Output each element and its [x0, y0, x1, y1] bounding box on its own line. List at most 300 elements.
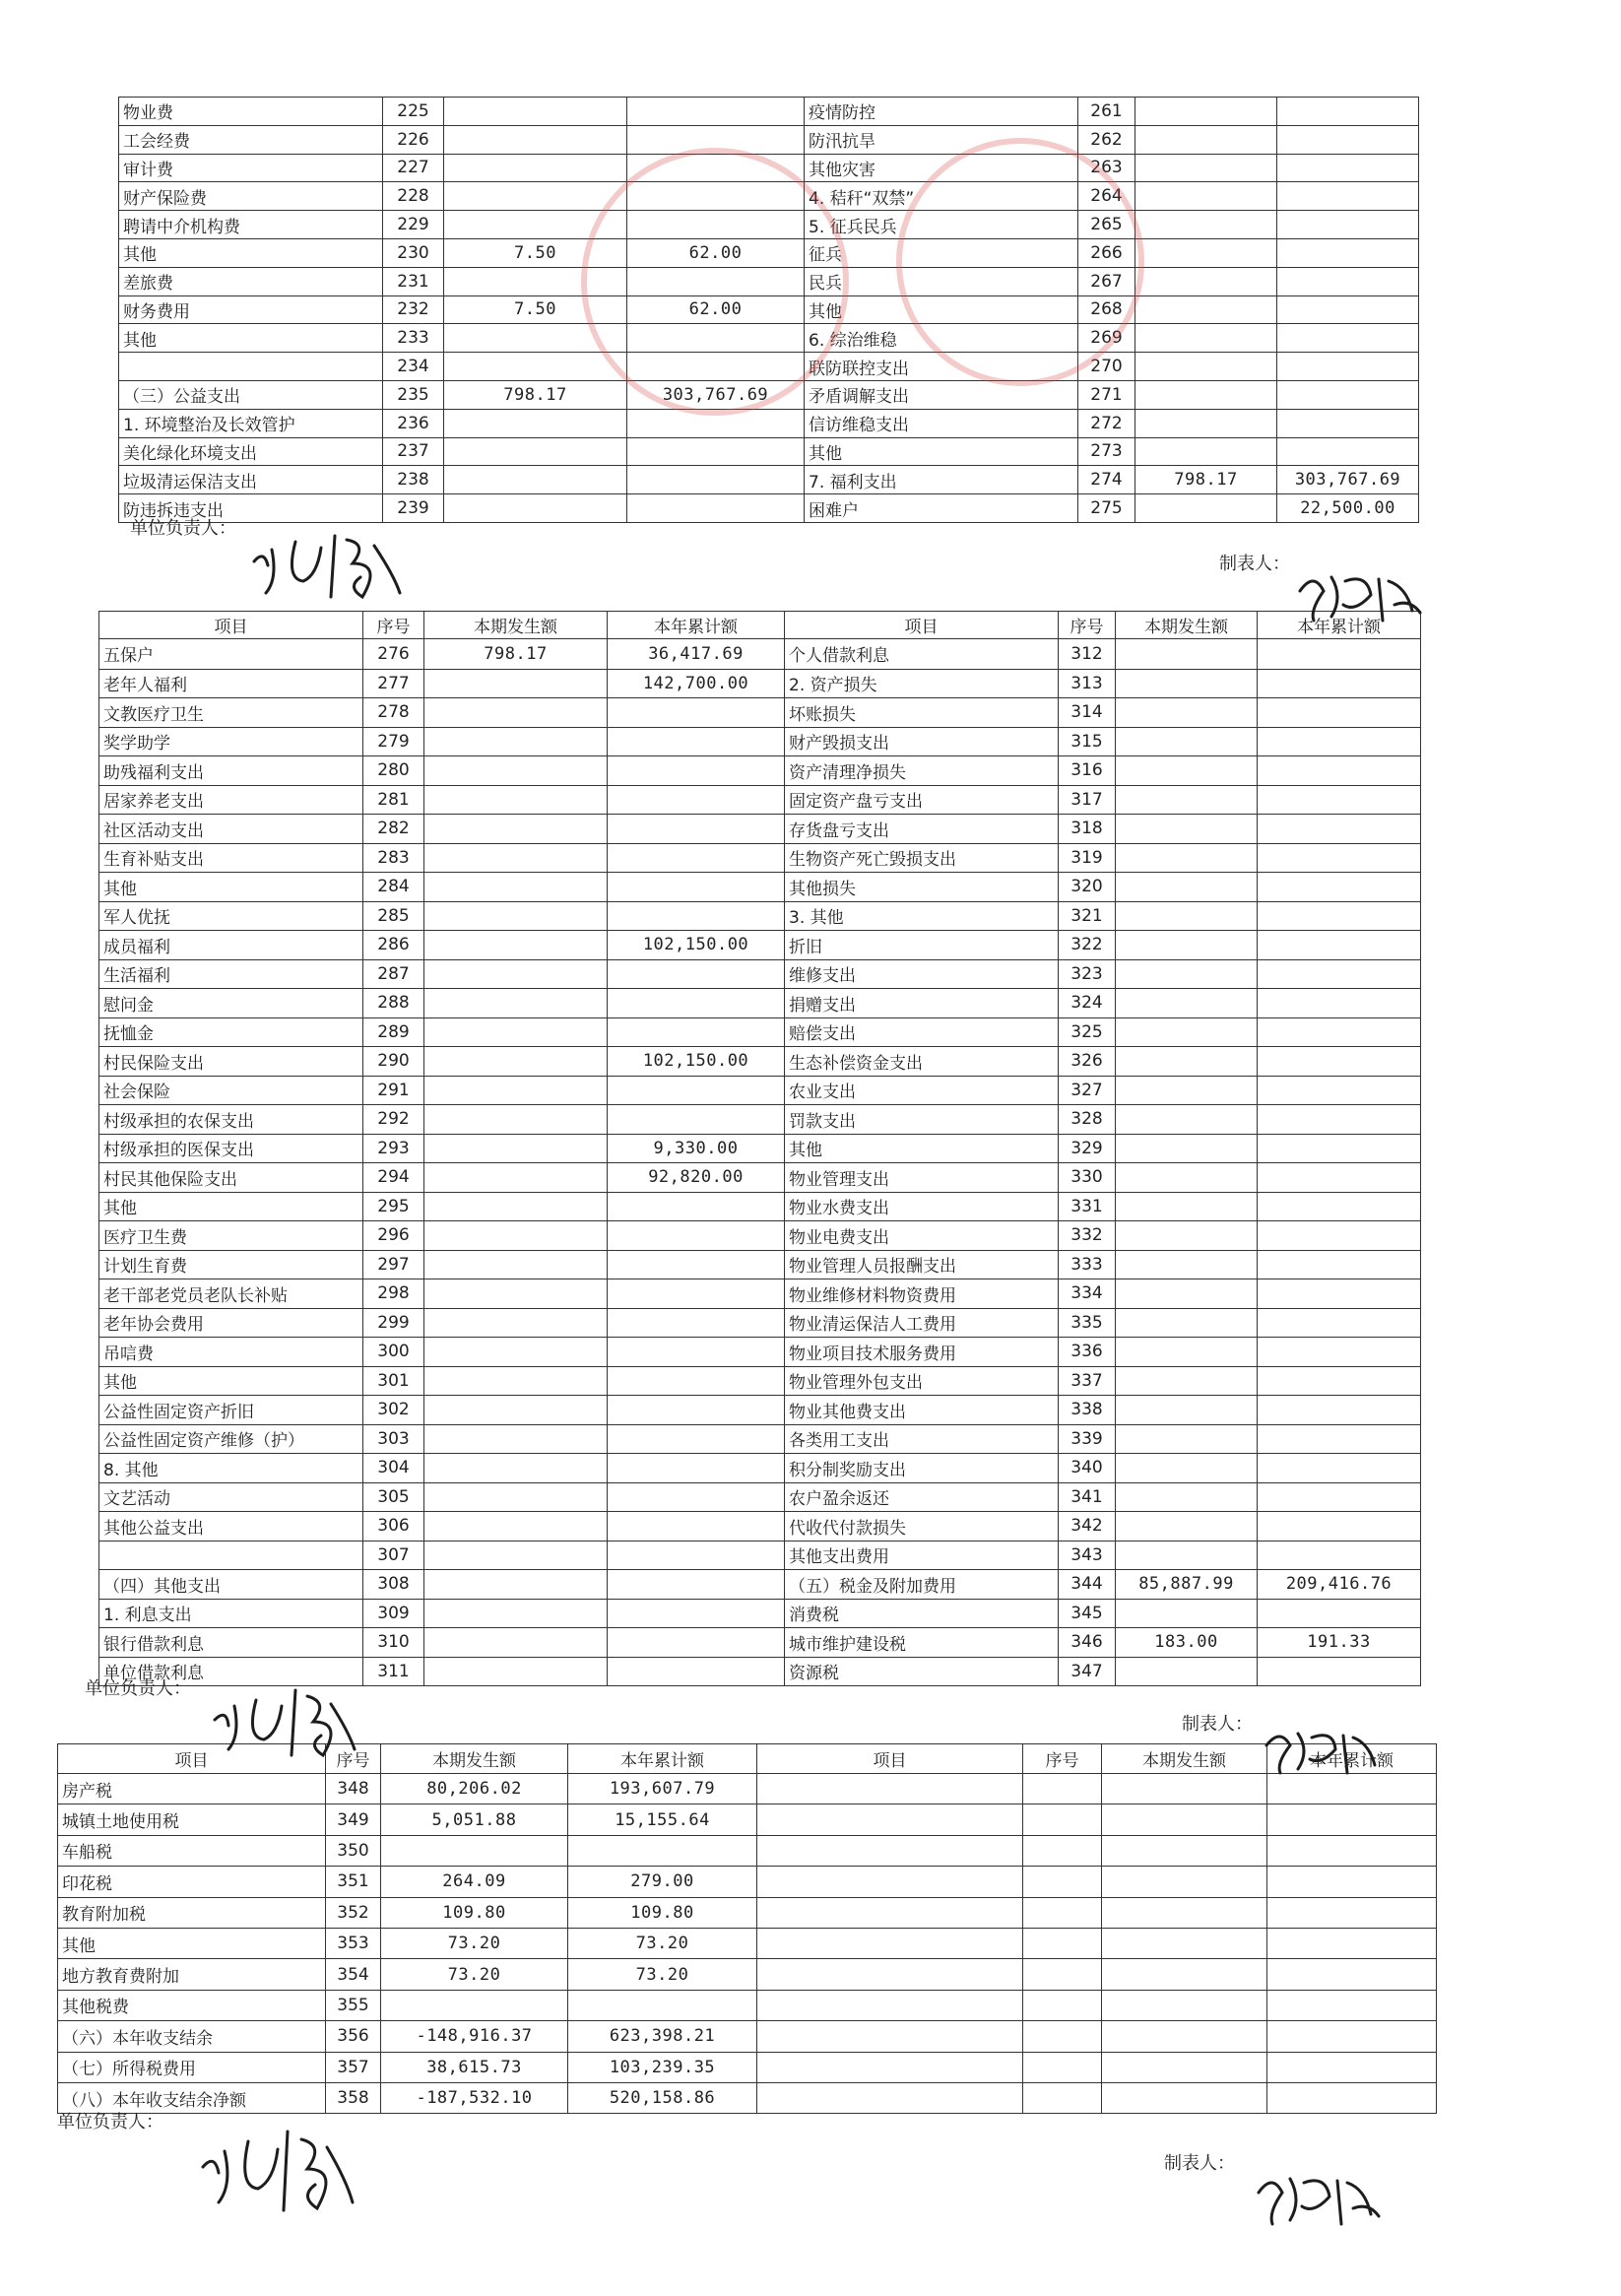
right-empty-cell	[1267, 1835, 1437, 1866]
left-no-cell: 287	[363, 959, 424, 989]
right-empty-cell	[1102, 2082, 1267, 2113]
right-ytd-cell	[1258, 959, 1421, 989]
left-ytd-cell	[608, 989, 785, 1018]
left-item-cell: 奖学助学	[99, 727, 363, 756]
right-ytd-cell	[1277, 353, 1419, 381]
right-empty-cell	[1267, 1867, 1437, 1897]
col-header-current: 本期发生额	[1116, 612, 1258, 639]
left-ytd-cell	[608, 1599, 785, 1628]
right-current-cell	[1116, 1599, 1258, 1628]
right-empty-cell	[1023, 2021, 1102, 2052]
right-ytd-cell	[1277, 98, 1419, 126]
left-no-cell: 234	[383, 353, 444, 381]
table-row	[99, 1192, 1421, 1221]
right-empty-cell	[1023, 1804, 1102, 1835]
right-empty-cell	[1267, 1928, 1437, 1958]
left-current-cell	[424, 727, 608, 756]
left-current-cell: 38,615.73	[381, 2052, 568, 2082]
right-no-cell: 316	[1059, 756, 1116, 786]
right-ytd-cell	[1258, 1541, 1421, 1570]
left-item-cell: 其他	[58, 1928, 326, 1958]
table-row	[99, 959, 1421, 989]
right-item-cell: 生态补偿资金支出	[785, 1047, 1059, 1077]
right-no-cell: 331	[1059, 1192, 1116, 1221]
right-current-cell	[1135, 125, 1277, 154]
right-no-cell: 338	[1059, 1396, 1116, 1425]
left-item-cell: 财产保险费	[119, 182, 383, 211]
right-empty-cell	[1102, 1959, 1267, 1990]
left-no-cell: 294	[363, 1163, 424, 1193]
right-empty-cell	[1023, 2082, 1102, 2113]
right-no-cell: 340	[1059, 1454, 1116, 1483]
right-empty-cell	[757, 1835, 1023, 1866]
right-empty-cell	[1267, 2082, 1437, 2113]
left-no-cell: 283	[363, 843, 424, 873]
right-no-cell: 266	[1078, 238, 1135, 267]
right-ytd-cell	[1258, 1163, 1421, 1193]
left-item-cell: 其他公益支出	[99, 1512, 363, 1542]
right-current-cell	[1116, 1512, 1258, 1542]
right-ytd-cell	[1277, 125, 1419, 154]
right-ytd-cell	[1277, 182, 1419, 211]
right-item-cell: 罚款支出	[785, 1105, 1059, 1135]
left-current-cell	[444, 125, 627, 154]
left-no-cell: 236	[383, 409, 444, 437]
right-current-cell	[1116, 843, 1258, 873]
left-no-cell: 277	[363, 669, 424, 698]
left-item-cell: 其他税费	[58, 1990, 326, 2020]
right-ytd-cell	[1277, 437, 1419, 466]
right-current-cell	[1116, 815, 1258, 844]
col-header-no: 序号	[1059, 612, 1116, 639]
right-no-cell: 314	[1059, 698, 1116, 728]
left-current-cell	[424, 1599, 608, 1628]
left-no-cell: 306	[363, 1512, 424, 1542]
left-ytd-cell	[608, 815, 785, 844]
right-empty-cell	[1102, 1774, 1267, 1804]
col-header-ytd: 本年累计额	[1267, 1744, 1437, 1774]
col-header-current: 本期发生额	[381, 1744, 568, 1774]
right-current-cell	[1116, 989, 1258, 1018]
right-no-cell: 324	[1059, 989, 1116, 1018]
left-current-cell	[424, 1541, 608, 1570]
right-empty-cell	[757, 1959, 1023, 1990]
left-item-cell	[119, 353, 383, 381]
left-item-cell: 抚恤金	[99, 1017, 363, 1047]
left-no-cell: 291	[363, 1076, 424, 1105]
left-ytd-cell: 303,767.69	[627, 380, 805, 409]
left-current-cell	[424, 669, 608, 698]
right-no-cell: 272	[1078, 409, 1135, 437]
table-row	[58, 1990, 1437, 2020]
right-item-cell: 物业水费支出	[785, 1192, 1059, 1221]
left-ytd-cell	[608, 1657, 785, 1686]
right-empty-cell	[1102, 1928, 1267, 1958]
section3-table-frame	[57, 1743, 1436, 2114]
left-item-cell: 印花税	[58, 1867, 326, 1897]
right-item-cell: 6. 综治维稳	[805, 324, 1078, 353]
left-ytd-cell	[608, 1396, 785, 1425]
table-row	[99, 1105, 1421, 1135]
right-ytd-cell	[1258, 1396, 1421, 1425]
right-no-cell: 267	[1078, 267, 1135, 295]
left-item-cell: 其他	[99, 1192, 363, 1221]
left-current-cell: 264.09	[381, 1867, 568, 1897]
right-item-cell: 财产毁损支出	[785, 727, 1059, 756]
left-current-cell	[424, 1308, 608, 1338]
left-current-cell: 5,051.88	[381, 1804, 568, 1835]
table-row	[99, 639, 1421, 670]
right-current-cell	[1116, 639, 1258, 670]
right-no-cell: 318	[1059, 815, 1116, 844]
left-current-cell	[424, 1366, 608, 1396]
right-empty-cell	[757, 1928, 1023, 1958]
right-ytd-cell	[1258, 843, 1421, 873]
left-no-cell: 285	[363, 901, 424, 931]
right-ytd-cell	[1258, 1599, 1421, 1628]
left-current-cell	[424, 1163, 608, 1193]
right-item-cell: 信访维稳支出	[805, 409, 1078, 437]
left-ytd-cell	[608, 1512, 785, 1542]
table-row	[99, 873, 1421, 902]
right-empty-cell	[1267, 1804, 1437, 1835]
table-row	[119, 98, 1419, 126]
right-ytd-cell	[1258, 1221, 1421, 1251]
left-current-cell: 798.17	[444, 380, 627, 409]
left-item-cell: 居家养老支出	[99, 785, 363, 815]
right-ytd-cell: 303,767.69	[1277, 466, 1419, 494]
left-ytd-cell	[568, 1990, 757, 2020]
table-row	[99, 1482, 1421, 1512]
left-no-cell: 307	[363, 1541, 424, 1570]
left-item-cell: 房产税	[58, 1774, 326, 1804]
right-no-cell: 273	[1078, 437, 1135, 466]
right-ytd-cell	[1258, 1338, 1421, 1367]
left-no-cell: 232	[383, 295, 444, 324]
table-row	[99, 1163, 1421, 1193]
left-current-cell: -148,916.37	[381, 2021, 568, 2052]
right-no-cell: 269	[1078, 324, 1135, 353]
left-current-cell	[424, 843, 608, 873]
left-no-cell: 288	[363, 989, 424, 1018]
right-no-cell: 330	[1059, 1163, 1116, 1193]
table-row	[99, 843, 1421, 873]
right-item-cell: 坏账损失	[785, 698, 1059, 728]
right-current-cell	[1116, 1076, 1258, 1105]
right-item-cell: 其他	[805, 295, 1078, 324]
right-empty-cell	[1267, 2052, 1437, 2082]
section2-table-frame	[98, 611, 1420, 1686]
right-ytd-cell	[1277, 409, 1419, 437]
right-ytd-cell	[1258, 1105, 1421, 1135]
right-no-cell: 335	[1059, 1308, 1116, 1338]
col-header-item: 项目	[785, 612, 1059, 639]
col-header-item: 项目	[757, 1744, 1023, 1774]
table-row	[99, 1279, 1421, 1309]
left-current-cell	[424, 1076, 608, 1105]
right-ytd-cell	[1277, 324, 1419, 353]
unit-head-signature	[205, 1678, 362, 1767]
right-item-cell: 折旧	[785, 931, 1059, 960]
right-no-cell: 271	[1078, 380, 1135, 409]
left-ytd-cell: 520,158.86	[568, 2082, 757, 2113]
left-no-cell: 231	[383, 267, 444, 295]
left-item-cell	[99, 1541, 363, 1570]
right-ytd-cell	[1258, 815, 1421, 844]
right-no-cell: 344	[1059, 1570, 1116, 1600]
right-ytd-cell	[1258, 1279, 1421, 1309]
left-ytd-cell	[608, 1308, 785, 1338]
table-row	[99, 1076, 1421, 1105]
right-current-cell	[1135, 353, 1277, 381]
right-no-cell: 328	[1059, 1105, 1116, 1135]
left-item-cell: 其他	[119, 238, 383, 267]
col-header-current: 本期发生额	[1102, 1744, 1267, 1774]
right-item-cell: 城市维护建设税	[785, 1628, 1059, 1658]
right-ytd-cell	[1277, 238, 1419, 267]
right-empty-cell	[1267, 2021, 1437, 2052]
left-no-cell: 353	[326, 1928, 381, 1958]
left-current-cell: 73.20	[381, 1928, 568, 1958]
right-ytd-cell	[1258, 931, 1421, 960]
left-item-cell: 垃圾清运保洁支出	[119, 466, 383, 494]
right-ytd-cell	[1277, 380, 1419, 409]
right-current-cell	[1116, 1482, 1258, 1512]
right-empty-cell	[1023, 1835, 1102, 1866]
left-current-cell	[424, 959, 608, 989]
left-no-cell: 293	[363, 1134, 424, 1163]
table-row	[99, 698, 1421, 728]
right-empty-cell	[1102, 1897, 1267, 1928]
left-ytd-cell	[608, 1482, 785, 1512]
table-row	[99, 1338, 1421, 1367]
right-no-cell: 313	[1059, 669, 1116, 698]
right-item-cell: 7. 福利支出	[805, 466, 1078, 494]
left-item-cell: 村级承担的医保支出	[99, 1134, 363, 1163]
right-no-cell: 322	[1059, 931, 1116, 960]
left-current-cell	[424, 1628, 608, 1658]
right-ytd-cell	[1258, 1454, 1421, 1483]
left-current-cell	[424, 815, 608, 844]
right-no-cell: 336	[1059, 1338, 1116, 1367]
right-ytd-cell: 191.33	[1258, 1628, 1421, 1658]
left-current-cell	[424, 1250, 608, 1279]
left-item-cell: 单位借款利息	[99, 1657, 363, 1686]
left-current-cell: 80,206.02	[381, 1774, 568, 1804]
right-ytd-cell: 209,416.76	[1258, 1570, 1421, 1600]
left-no-cell: 286	[363, 931, 424, 960]
left-item-cell: 工会经费	[119, 125, 383, 154]
right-empty-cell	[1023, 1867, 1102, 1897]
left-ytd-cell	[608, 1424, 785, 1454]
right-empty-cell	[1023, 1897, 1102, 1928]
left-current-cell: 7.50	[444, 295, 627, 324]
section2-table	[98, 611, 1421, 1686]
right-item-cell: 物业管理支出	[785, 1163, 1059, 1193]
right-current-cell	[1116, 1017, 1258, 1047]
left-ytd-cell	[608, 1279, 785, 1309]
right-item-cell: 积分制奖励支出	[785, 1454, 1059, 1483]
left-ytd-cell	[608, 873, 785, 902]
right-empty-cell	[757, 1897, 1023, 1928]
right-item-cell: 困难户	[805, 494, 1078, 523]
table-row	[58, 2082, 1437, 2113]
left-current-cell	[424, 1047, 608, 1077]
left-item-cell: （八）本年收支结余净额	[58, 2082, 326, 2113]
left-item-cell: 文艺活动	[99, 1482, 363, 1512]
unit-head-signature	[193, 2118, 360, 2226]
left-no-cell: 349	[326, 1804, 381, 1835]
left-ytd-cell: 102,150.00	[608, 1047, 785, 1077]
right-ytd-cell	[1258, 785, 1421, 815]
right-ytd-cell	[1258, 873, 1421, 902]
right-current-cell	[1116, 1192, 1258, 1221]
right-no-cell: 317	[1059, 785, 1116, 815]
right-item-cell: 民兵	[805, 267, 1078, 295]
official-seal-stamp	[581, 148, 849, 416]
left-ytd-cell: 73.20	[568, 1959, 757, 1990]
right-no-cell: 339	[1059, 1424, 1116, 1454]
left-current-cell	[424, 931, 608, 960]
right-item-cell: 物业电费支出	[785, 1221, 1059, 1251]
right-item-cell: 3. 其他	[785, 901, 1059, 931]
right-item-cell: 个人借款利息	[785, 639, 1059, 670]
left-ytd-cell	[568, 1835, 757, 1866]
unit-head-label-1: 单位负责人：	[130, 518, 236, 539]
left-current-cell	[444, 494, 627, 523]
left-no-cell: 233	[383, 324, 444, 353]
right-current-cell	[1116, 1250, 1258, 1279]
right-item-cell: 其他支出费用	[785, 1541, 1059, 1570]
left-ytd-cell: 9,330.00	[608, 1134, 785, 1163]
right-current-cell	[1116, 873, 1258, 902]
left-current-cell	[424, 1512, 608, 1542]
left-item-cell: 老年人福利	[99, 669, 363, 698]
right-empty-cell	[1023, 1990, 1102, 2020]
right-current-cell	[1116, 1541, 1258, 1570]
left-item-cell: （六）本年收支结余	[58, 2021, 326, 2052]
table-row	[99, 1396, 1421, 1425]
table-row	[58, 1959, 1437, 1990]
left-item-cell: 公益性固定资产折旧	[99, 1396, 363, 1425]
left-item-cell: （四）其他支出	[99, 1570, 363, 1600]
right-empty-cell	[1267, 1990, 1437, 2020]
right-current-cell	[1135, 98, 1277, 126]
left-item-cell: 慰问金	[99, 989, 363, 1018]
left-item-cell: 银行借款利息	[99, 1628, 363, 1658]
left-no-cell: 237	[383, 437, 444, 466]
right-current-cell	[1116, 1163, 1258, 1193]
right-empty-cell	[757, 1774, 1023, 1804]
left-item-cell: 美化绿化环境支出	[119, 437, 383, 466]
left-item-cell: 生活福利	[99, 959, 363, 989]
right-current-cell	[1135, 211, 1277, 239]
left-item-cell: （三）公益支出	[119, 380, 383, 409]
left-item-cell: 村级承担的农保支出	[99, 1105, 363, 1135]
table-row	[99, 1047, 1421, 1077]
right-ytd-cell	[1258, 1076, 1421, 1105]
left-current-cell	[424, 698, 608, 728]
table-row	[99, 1134, 1421, 1163]
right-empty-cell	[757, 2021, 1023, 2052]
left-current-cell	[424, 1570, 608, 1600]
right-empty-cell	[757, 2052, 1023, 2082]
left-no-cell: 300	[363, 1338, 424, 1367]
right-empty-cell	[1023, 2052, 1102, 2082]
left-current-cell	[424, 1221, 608, 1251]
right-empty-cell	[1023, 1774, 1102, 1804]
left-ytd-cell: 62.00	[627, 238, 805, 267]
right-current-cell	[1116, 1047, 1258, 1077]
right-item-cell: 其他	[805, 437, 1078, 466]
right-no-cell: 263	[1078, 154, 1135, 182]
right-current-cell	[1116, 901, 1258, 931]
right-no-cell: 337	[1059, 1366, 1116, 1396]
table-row	[99, 1454, 1421, 1483]
left-item-cell: 其他	[99, 873, 363, 902]
table-row	[58, 1867, 1437, 1897]
left-no-cell: 355	[326, 1990, 381, 2020]
left-no-cell: 279	[363, 727, 424, 756]
left-no-cell: 295	[363, 1192, 424, 1221]
preparer-label-2: 制表人：	[1182, 1714, 1253, 1735]
right-no-cell: 323	[1059, 959, 1116, 989]
left-no-cell: 302	[363, 1396, 424, 1425]
right-no-cell: 268	[1078, 295, 1135, 324]
right-item-cell: 物业其他费支出	[785, 1396, 1059, 1425]
right-no-cell: 275	[1078, 494, 1135, 523]
left-current-cell: 109.80	[381, 1897, 568, 1928]
right-ytd-cell	[1277, 211, 1419, 239]
right-ytd-cell	[1258, 1017, 1421, 1047]
col-header-ytd: 本年累计额	[1258, 612, 1421, 639]
table-row	[99, 1541, 1421, 1570]
table-row	[99, 1512, 1421, 1542]
right-no-cell: 332	[1059, 1221, 1116, 1251]
left-current-cell	[444, 353, 627, 381]
left-no-cell: 280	[363, 756, 424, 786]
left-no-cell: 356	[326, 2021, 381, 2052]
left-no-cell: 358	[326, 2082, 381, 2113]
right-current-cell	[1116, 959, 1258, 989]
right-item-cell: 赔偿支出	[785, 1017, 1059, 1047]
right-ytd-cell	[1258, 669, 1421, 698]
left-ytd-cell: 279.00	[568, 1867, 757, 1897]
right-item-cell: 其他损失	[785, 873, 1059, 902]
right-current-cell	[1116, 1279, 1258, 1309]
unit-head-label-3: 单位负责人：	[57, 2112, 163, 2132]
right-no-cell: 333	[1059, 1250, 1116, 1279]
right-current-cell	[1116, 1454, 1258, 1483]
left-current-cell	[424, 989, 608, 1018]
left-no-cell: 278	[363, 698, 424, 728]
left-item-cell: 差旅费	[119, 267, 383, 295]
right-no-cell: 264	[1078, 182, 1135, 211]
right-current-cell	[1116, 1134, 1258, 1163]
left-current-cell	[424, 1396, 608, 1425]
left-ytd-cell	[608, 1192, 785, 1221]
left-no-cell: 348	[326, 1774, 381, 1804]
right-empty-cell	[1102, 2052, 1267, 2082]
left-ytd-cell	[608, 843, 785, 873]
right-ytd-cell	[1258, 901, 1421, 931]
left-current-cell	[424, 873, 608, 902]
left-item-cell: 教育附加税	[58, 1897, 326, 1928]
right-empty-cell	[757, 1804, 1023, 1835]
table-row	[119, 409, 1419, 437]
left-no-cell: 238	[383, 466, 444, 494]
left-item-cell: 老干部老党员老队长补贴	[99, 1279, 363, 1309]
